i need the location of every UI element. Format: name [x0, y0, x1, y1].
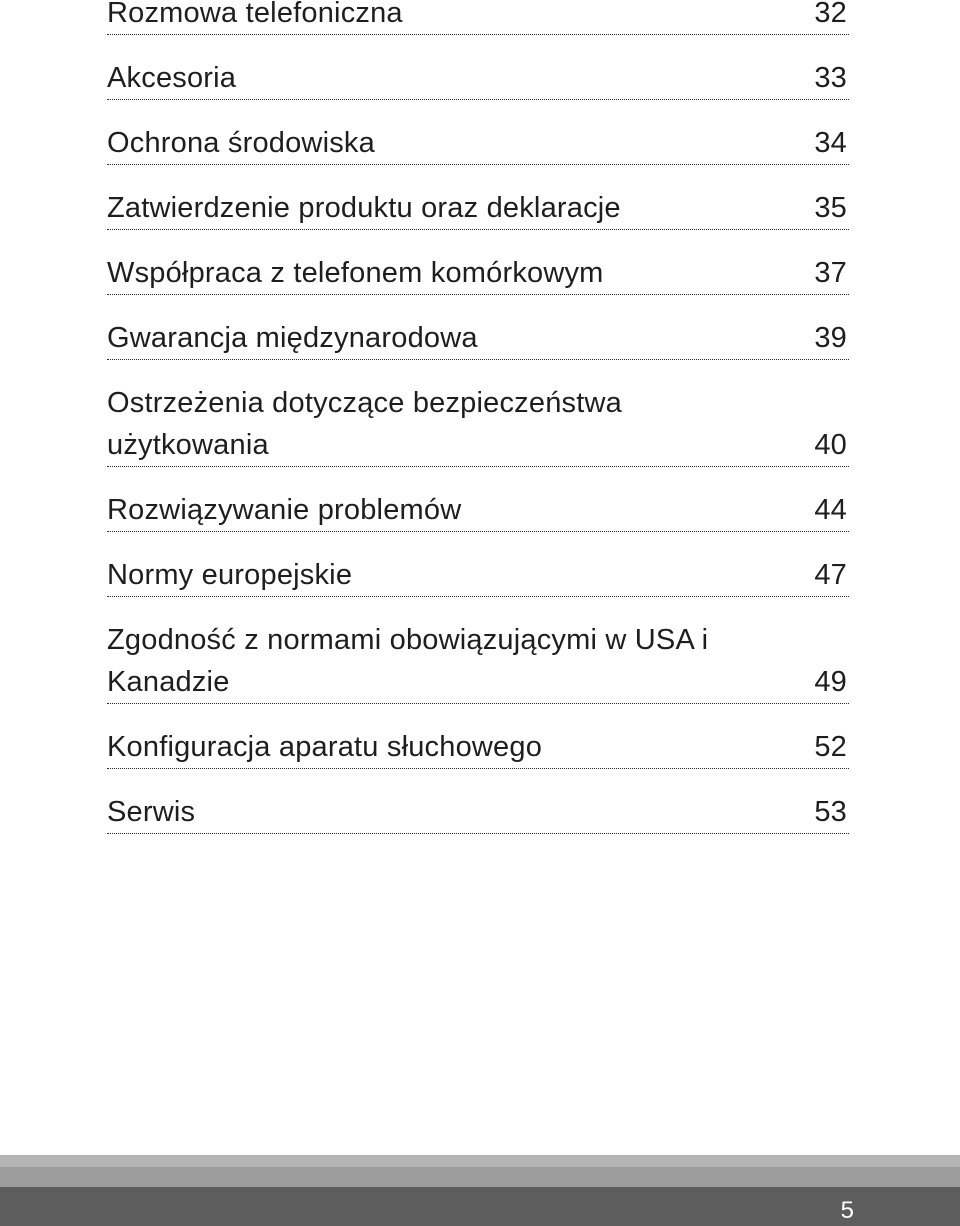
toc-entry-title: Normy europejskie: [107, 559, 353, 591]
toc-entry-title: Ostrzeżenia dotyczące bezpieczeństwa użytkowania: [107, 387, 622, 461]
toc-entry-serwis[interactable]: [107, 791, 849, 834]
toc-entry-page: 34: [814, 127, 847, 159]
toc-entry-zatwierdzenie-produktu[interactable]: [107, 187, 849, 230]
table-of-contents: [107, 0, 849, 834]
toc-entry-title: Gwarancja międzynarodowa: [107, 322, 478, 354]
toc-entry-page: 33: [814, 62, 847, 94]
footer-band-mid: [0, 1167, 960, 1187]
toc-entry-page: 49: [814, 666, 847, 698]
footer-band-light: [0, 1155, 960, 1167]
toc-entry-title: Konfiguracja aparatu słuchowego: [107, 731, 543, 763]
toc-entry-page: 35: [814, 192, 847, 224]
toc-entry-page: 37: [814, 257, 847, 289]
toc-entry-rozwiazywanie-problemow[interactable]: [107, 489, 849, 532]
footer-band-dark: [0, 1187, 960, 1226]
toc-entry-page: 52: [814, 731, 847, 763]
toc-entry-title: Rozwiązywanie problemów: [107, 494, 462, 526]
toc-entry-title: Zgodność z normami obowiązującymi w USA i Kanadzie: [107, 624, 709, 698]
toc-entry-title: Rozmowa telefoniczna: [107, 0, 403, 29]
toc-entry-page: 53: [814, 796, 847, 828]
toc-entry-gwarancja-miedzynarodowa[interactable]: [107, 317, 849, 360]
toc-entry-ostrzezenia-bezpieczenstwa[interactable]: [107, 382, 849, 467]
toc-entry-page: 44: [814, 494, 847, 526]
toc-entry-page: 32: [814, 0, 847, 29]
toc-entry-title: Serwis: [107, 796, 196, 828]
toc-entry-title: Ochrona środowiska: [107, 127, 375, 159]
toc-entry-title: Współpraca z telefonem komórkowym: [107, 257, 604, 289]
toc-entry-title: Akcesoria: [107, 62, 237, 94]
toc-entry-ochrona-srodowiska[interactable]: [107, 122, 849, 165]
toc-entry-konfiguracja-aparatu[interactable]: [107, 726, 849, 769]
toc-entry-page: 40: [814, 429, 847, 461]
toc-entry-title: Zatwierdzenie produktu oraz deklaracje: [107, 192, 621, 224]
toc-entry-zgodnosc-z-normami[interactable]: [107, 619, 849, 704]
toc-entry-page: 39: [814, 322, 847, 354]
toc-entry-akcesoria[interactable]: [107, 57, 849, 100]
page-number: 5: [840, 1197, 854, 1224]
toc-entry-wspolpraca-z-telefonem[interactable]: [107, 252, 849, 295]
toc-entry-normy-europejskie[interactable]: [107, 554, 849, 597]
toc-entry-page: 47: [814, 559, 847, 591]
toc-entry-rozmowa-telefoniczna[interactable]: [107, 0, 849, 35]
